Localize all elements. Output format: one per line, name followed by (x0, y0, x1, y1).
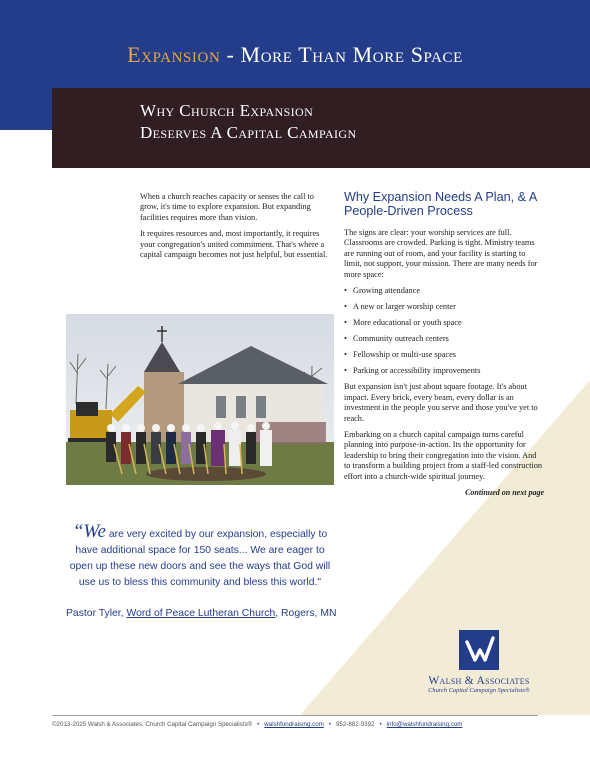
needs-list (344, 286, 544, 376)
subtitle-line-2: Deserves A Capital Campaign (140, 123, 357, 142)
footer (52, 721, 538, 728)
page-title-rest: - More Than More Space (220, 42, 463, 67)
logo-name: Walsh & Associates (428, 675, 530, 687)
company-logo (414, 630, 544, 694)
list-item: • Fellowship or multi-use spaces (344, 350, 544, 360)
footer-website-link[interactable]: walshfundraising.com (264, 721, 324, 728)
logo-tagline: Church Capital Campaign Specialists® (428, 687, 530, 694)
list-item: • A new or larger worship center (344, 302, 544, 312)
footer-phone: 952-882-9392 (335, 721, 375, 728)
continued-note: Continued on next page (465, 488, 544, 498)
footer-divider (52, 715, 538, 716)
quote-text: are very excited by our expansion, especially to have additional space for 150 seats... We are eager to open up these new doors and see the ways that God will use us to bless this community and bless this world." (69, 529, 331, 588)
list-item: • More educational or youth space (344, 318, 544, 328)
attribution-location: , Rogers, MN (275, 608, 337, 619)
footer-separator: • (257, 721, 260, 728)
intro-paragraph-2: It requires resources and, most importantly, it requires your congregation's united commitment. That's where a capital campaign becomes not just helpful, but essential. (140, 229, 328, 260)
article-paragraph-2: But expansion isn't just about square footage. It's about impact. Every brick, every beam, every dollar is an investment in the people you serve and those you've yet to reach. (344, 382, 538, 423)
article-paragraph-1: The signs are clear: your worship services are full. Classrooms are crowded. Parking is tight. Ministry teams are running out of room, and your facility is starting to limit, not support, your mission. There are many needs for more space: (344, 228, 538, 279)
subtitle (140, 100, 357, 144)
page-title (0, 42, 590, 68)
intro-paragraph-1: When a church reaches capacity or senses the call to grow, it's time to explore expansion. But expanding facilities requires more than vision. (140, 192, 314, 222)
subtitle-band (52, 88, 590, 168)
subtitle-line-1: Why Church Expansion (140, 101, 314, 120)
article-heading: Why Expansion Needs A Plan, & A People-Driven Process (344, 190, 537, 218)
testimonial-quote: “We are very excited by our expansion, especially to have additional space for 150 seats... We are eager to open up these new doors and see the ways that God will use us to bless this community and bless this world." (69, 521, 331, 588)
attribution-name: Pastor Tyler, (66, 608, 127, 619)
list-item: • Growing attendance (344, 286, 544, 296)
article-paragraph-3: Embarking on a church capital campaign turns careful planning into purpose-in-action. Its the opportunity for leadership to bring their congregation into the vision. And to transform a building project from a staff-led construction effort into a church-wide spiritual journey. (344, 430, 542, 481)
footer-separator: • (328, 721, 331, 728)
intro-text (140, 192, 332, 266)
list-item: • Community outreach centers (344, 334, 544, 344)
footer-separator: • (379, 721, 382, 728)
page-title-accent: Expansion (127, 42, 221, 67)
footer-email-link[interactable]: info@walshfundraising.com (386, 721, 463, 728)
church-link[interactable]: Word of Peace Lutheran Church (126, 608, 276, 619)
quote-first-word: We (83, 521, 106, 542)
groundbreaking-photo (66, 314, 334, 485)
list-item: • Parking or accessibility improvements (344, 366, 544, 376)
w-logo-icon (459, 630, 499, 670)
groundbreaking-image (66, 314, 334, 485)
article-column (344, 190, 544, 499)
footer-copyright: ©2013-2025 Walsh & Associates, Church Capital Campaign Specialists® (52, 721, 253, 728)
quote-attribution (66, 608, 337, 619)
